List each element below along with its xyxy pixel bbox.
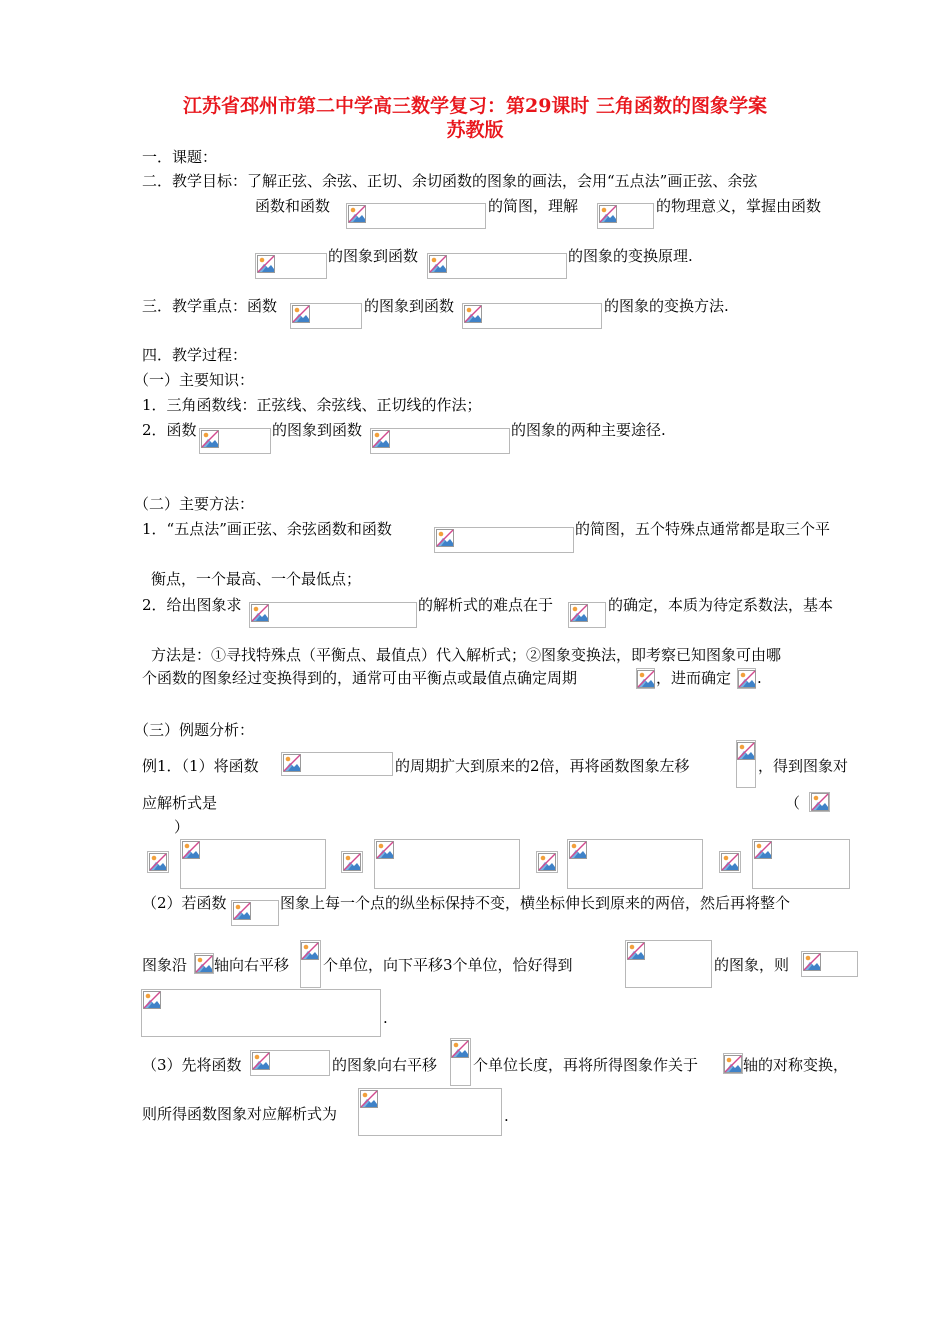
- broken-image-icon: [348, 205, 366, 223]
- knowledge-item1: 1．三角函数线：正弦线、余弦线、正切线的作法；: [142, 396, 482, 414]
- objectives-line1: 二．教学目标：了解正弦、余弦、正切、余切函数的图象的画法，会用“五点法”画正弦、余弦: [142, 172, 758, 190]
- formula-image: [249, 602, 417, 628]
- broken-image-icon: [436, 529, 454, 547]
- formula-image: [625, 940, 712, 988]
- formula-image: [450, 1038, 471, 1086]
- option-image-b: [374, 839, 520, 889]
- broken-image-icon: [292, 305, 310, 323]
- option-label-b: [341, 851, 363, 873]
- doc-title-line1: 江苏省邳州市第二中学高三数学复习：第29课时 三角函数的图象学案: [182, 95, 768, 117]
- formula-image: [346, 203, 486, 229]
- objectives-text: 的图象到函数: [328, 247, 419, 265]
- section-topic: 一．课题：: [142, 148, 218, 166]
- broken-image-icon: [724, 1055, 742, 1073]
- broken-image-icon: [754, 841, 772, 859]
- broken-image-icon: [721, 853, 739, 871]
- objectives-text: 的简图，理解: [488, 197, 579, 215]
- methods-item2: 个函数的图象经过变换得到的，通常可由平衡点或最值点确定周期: [142, 669, 578, 687]
- knowledge-item2: 2．函数: [142, 421, 197, 439]
- broken-image-icon: [233, 902, 251, 920]
- example2-text: （2）若函数: [142, 894, 227, 912]
- methods-item2: 2．给出图象求: [142, 596, 242, 614]
- methods-heading: （二）主要方法：: [134, 495, 255, 513]
- broken-image-icon: [201, 430, 219, 448]
- answer-paren: （: [785, 794, 801, 812]
- example2-text: .: [383, 1009, 388, 1027]
- methods-item2: 的确定，本质为待定系数法，基本: [608, 596, 834, 614]
- formula-image: [736, 740, 756, 788]
- example2-text: 图象沿: [142, 956, 188, 974]
- section-process: 四．教学过程：: [142, 346, 248, 364]
- example2-text: 图象上每一个点的纵坐标保持不变，横坐标伸长到原来的两倍，然后再将整个: [280, 894, 791, 912]
- broken-image-icon: [429, 255, 447, 273]
- formula-image: [290, 303, 362, 329]
- knowledge-heading: （一）主要知识：: [134, 371, 255, 389]
- formula-image: [636, 668, 655, 689]
- example3-text: 的图象向右平移: [332, 1056, 438, 1074]
- examples-heading: （三）例题分析：: [134, 721, 255, 739]
- methods-item1: 1．“五点法”画正弦、余弦函数和函数: [142, 520, 392, 538]
- methods-item2: .: [757, 669, 762, 687]
- key-points-text: 三．教学重点：函数: [142, 297, 278, 315]
- broken-image-icon: [252, 1052, 270, 1070]
- example2-text: 的图象，则: [714, 956, 790, 974]
- broken-image-icon: [811, 793, 829, 811]
- knowledge-item2: 的图象的两种主要途径.: [511, 421, 666, 439]
- broken-image-icon: [376, 841, 394, 859]
- option-image-d: [752, 839, 850, 889]
- formula-image: [568, 602, 606, 628]
- broken-image-icon: [803, 953, 821, 971]
- objectives-text: 的物理意义，掌握由函数: [656, 197, 822, 215]
- option-label-a: [147, 851, 169, 873]
- broken-image-icon: [343, 853, 361, 871]
- broken-image-icon: [257, 255, 275, 273]
- broken-image-icon: [637, 670, 655, 688]
- broken-image-icon: [464, 305, 482, 323]
- formula-image: [250, 1050, 330, 1076]
- formula-image: [231, 900, 279, 926]
- formula-image: [358, 1088, 502, 1136]
- formula-image: [194, 953, 214, 974]
- doc-title-line2: 苏教版: [446, 119, 504, 141]
- example2-text: 轴向右平移: [214, 956, 290, 974]
- formula-image: [255, 253, 327, 279]
- broken-image-icon: [283, 754, 301, 772]
- example3-text: 轴的对称变换，: [743, 1056, 849, 1074]
- broken-image-icon: [149, 853, 167, 871]
- formula-image: [462, 303, 602, 329]
- formula-image: [141, 989, 381, 1037]
- broken-image-icon: [372, 430, 390, 448]
- broken-image-icon: [738, 670, 756, 688]
- broken-image-icon: [627, 942, 645, 960]
- key-points-text: 的图象的变换方法.: [604, 297, 729, 315]
- broken-image-icon: [570, 604, 588, 622]
- answer-paren: ）: [174, 818, 190, 836]
- option-image-c: [567, 839, 703, 889]
- example1-text: 例1．（1）将函数: [142, 757, 259, 775]
- broken-image-icon: [569, 841, 587, 859]
- example1-text: 应解析式是: [142, 794, 218, 812]
- example3-text: （3）先将函数: [142, 1056, 242, 1074]
- example3-text: 个单位长度，再将所得图象作关于: [473, 1056, 699, 1074]
- broken-image-icon: [538, 853, 556, 871]
- example2-text: 个单位，向下平移3个单位，恰好得到: [323, 956, 573, 974]
- methods-item2: 的解析式的难点在于: [418, 596, 554, 614]
- formula-image: [723, 1053, 743, 1074]
- knowledge-item2: 的图象到函数: [272, 421, 363, 439]
- broken-image-icon: [737, 742, 755, 760]
- methods-item1: 衡点，一个最高、一个最低点；: [151, 570, 362, 588]
- broken-image-icon: [451, 1040, 469, 1058]
- methods-item1: 的简图，五个特殊点通常都是取三个平: [575, 520, 831, 538]
- option-label-d: [719, 851, 741, 873]
- formula-image: [281, 752, 393, 776]
- objectives-text: 函数和函数: [255, 197, 331, 215]
- example3-text: .: [504, 1107, 509, 1125]
- key-points-text: 的图象到函数: [364, 297, 455, 315]
- formula-image: [737, 668, 756, 689]
- objectives-text: 的图象的变换原理.: [568, 247, 693, 265]
- formula-image: [370, 428, 510, 454]
- broken-image-icon: [360, 1090, 378, 1108]
- formula-image: [434, 527, 574, 553]
- broken-image-icon: [301, 942, 319, 960]
- broken-image-icon: [195, 955, 213, 973]
- broken-image-icon: [182, 841, 200, 859]
- example1-text: 的周期扩大到原来的2倍，再将函数图象左移: [395, 757, 690, 775]
- formula-image: [801, 951, 858, 977]
- formula-image: [427, 253, 567, 279]
- broken-image-icon: [143, 991, 161, 1009]
- methods-item2: ，进而确定: [656, 669, 732, 687]
- option-label-c: [536, 851, 558, 873]
- formula-image: [597, 203, 654, 229]
- broken-image-icon: [251, 604, 269, 622]
- example3-text: 则所得函数图象对应解析式为: [142, 1105, 338, 1123]
- example1-text: ，得到图象对: [758, 757, 849, 775]
- formula-image: [199, 428, 271, 454]
- formula-image: [300, 940, 321, 988]
- methods-item2: 方法是：①寻找特殊点（平衡点、最值点）代入解析式；②图象变换法，即考察已知图象可由哪: [151, 646, 782, 664]
- broken-image-icon: [599, 205, 617, 223]
- option-image-a: [180, 839, 326, 889]
- formula-image: [809, 792, 830, 812]
